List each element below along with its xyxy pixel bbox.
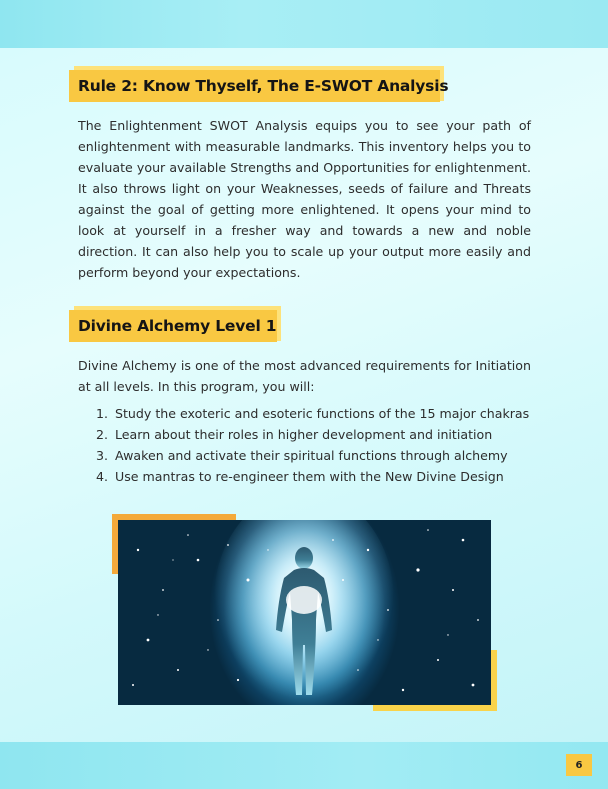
list-item: 1. Study the exoteric and esoteric functions of the 15 major chakras <box>96 406 530 421</box>
top-band <box>0 0 608 48</box>
section1-paragraph: The Enlightenment SWOT Analysis equips you to see your path of enlightenment with measurable landmarks. This inventory helps you to evaluate your available Strengths and Opportunities for enlightenment. It also throws light on your Weaknesses, seeds of failure and Threats against the goal of getting more enlightened. It opens your mind to look at yourself in a fresher way and towards a new and noble direction. It can also help you to scale up your output more easily and perform beyond your expectations. <box>78 118 531 280</box>
section2-paragraph: Divine Alchemy is one of the most advanced requirements for Initiation at all levels. In this program, you will: <box>78 358 531 394</box>
image-accent-bottom-right <box>373 705 497 711</box>
list-item: 4. Use mantras to re-engineer them with the New Divine Design <box>96 469 504 484</box>
list-item: 3. Awaken and activate their spiritual functions through alchemy <box>96 448 508 463</box>
program-list <box>96 403 536 487</box>
list-item: 2. Learn about their roles in higher development and initiation <box>96 427 493 442</box>
section2-heading: Divine Alchemy Level 1 <box>69 310 277 342</box>
page-number: 6 <box>566 754 592 776</box>
starfield-illustration <box>118 520 491 705</box>
image-accent-right <box>491 650 497 711</box>
section1-heading: Rule 2: Know Thyself, The E-SWOT Analysis <box>69 70 440 102</box>
spiritual-figure-image <box>118 520 491 705</box>
bottom-band <box>0 742 608 789</box>
